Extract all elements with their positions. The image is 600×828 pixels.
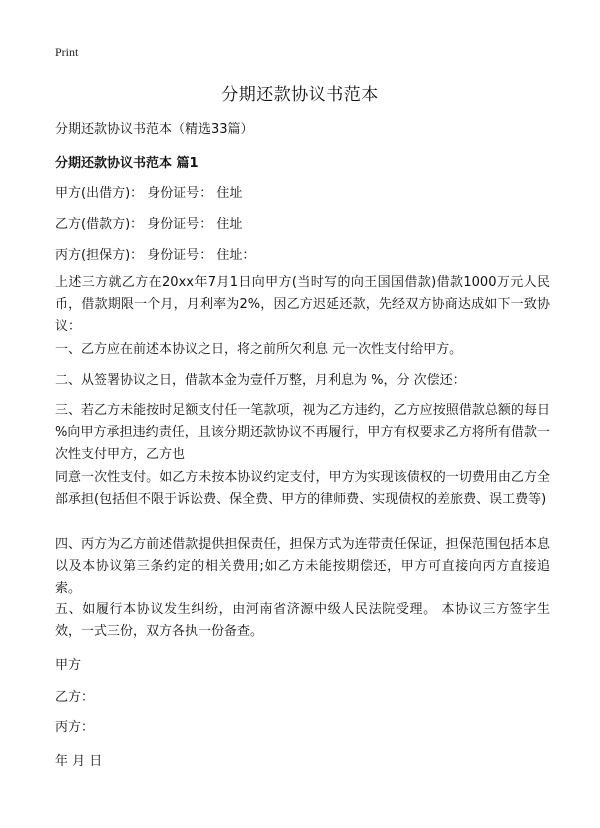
intro-paragraph: 上述三方就乙方在20xx年7月1日向甲方(当时写的向王国国借款)借款1000万元人民币，借款期限一个月，月利率为2%，因乙方迟延还款，先经双方协商达成如下一致协议： <box>55 275 550 334</box>
party-c-line: 丙方(担保方)： 身份证号： 住址： <box>55 248 256 263</box>
clause-4: 四、丙方为乙方前述借款提供担保责任，担保方式为连带责任保证，担保范围包括本息以及本协议第三条约定的相关费用;如乙方未能按期偿还，甲方可直接向丙方直接追索。 <box>55 537 550 596</box>
print-link[interactable]: Print <box>55 45 79 59</box>
signature-party-b: 乙方： <box>55 690 95 705</box>
signature-party-c: 丙方： <box>55 720 95 735</box>
party-b-line: 乙方(借款方)： 身份证号： 住址 <box>55 217 243 232</box>
document-subtitle: 分期还款协议书范本（精选33篇） <box>55 122 254 137</box>
clause-5: 五、如履行本协议发生纠纷，由河南省济源中级人民法院受理。 本协议三方签字生效，一式三份，双方各执一份备查。 <box>55 602 550 639</box>
clause-3-continued: 同意一次性支付。如乙方未按本协议约定支付，甲方为实现该债权的一切费用由乙方全部承担(包括但不限于诉讼费、保全费、甲方的律师费、实现债权的差旅费、误工费等) <box>55 470 550 507</box>
document-title: 分期还款协议书范本 <box>221 85 379 105</box>
clause-1: 一、乙方应在前述本协议之日，将之前所欠利息 元一次性支付给甲方。 <box>55 342 463 357</box>
clause-2: 二、从签署协议之日，借款本金为壹仟万整，月利息为 %，分 次偿还： <box>55 373 466 388</box>
clause-3: 三、若乙方未能按时足额支付任一笔款项，视为乙方违约，乙方应按照借款总额的每日 %向甲方承担违约责任，且该分期还款协议不再履行，甲方有权要求乙方将所有借款一次性支付甲方，乙方也 <box>55 403 550 462</box>
signature-party-a: 甲方 <box>55 658 82 673</box>
party-a-line: 甲方(出借方)： 身份证号： 住址 <box>55 186 243 201</box>
date-line: 年 月 日 <box>55 754 103 769</box>
section-heading: 分期还款协议书范本 篇1 <box>55 156 199 171</box>
